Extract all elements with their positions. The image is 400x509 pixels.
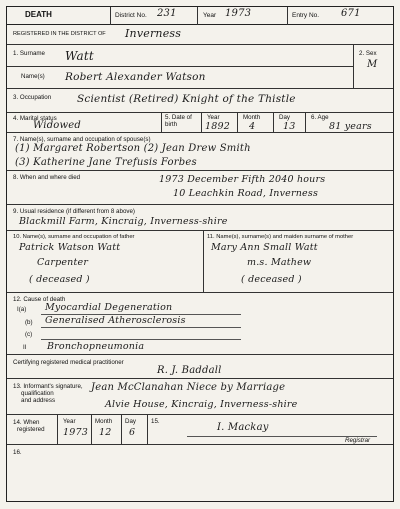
reg-year-value: 1973 <box>63 427 88 438</box>
residence-label: 9. Usual residence (if different from 8 above) <box>13 208 135 215</box>
surname-value: Watt <box>65 49 94 63</box>
year-value: 1973 <box>225 8 252 19</box>
divider <box>121 415 122 445</box>
marital-value: Widowed <box>33 120 82 131</box>
informant-label-3: and address <box>21 397 56 404</box>
divider <box>197 7 198 25</box>
names-value: Robert Alexander Watson <box>65 71 206 83</box>
district-row <box>7 25 393 45</box>
registrar-label: Registrar <box>345 437 371 444</box>
year-label: Year <box>203 12 217 19</box>
father-label: 10. Name(s), surname and occupation of father <box>13 234 135 240</box>
header-row <box>7 7 393 25</box>
divider <box>201 113 202 133</box>
certifier-label: Certifying registered medical practitioner <box>13 359 124 366</box>
form-title: DEATH <box>25 10 52 19</box>
reg-day-label: Day <box>125 418 137 425</box>
cause-b-underline <box>41 327 241 328</box>
reg-month-value: 12 <box>99 427 112 438</box>
cause-i-label: I(a) <box>17 306 27 313</box>
certifier-row <box>7 355 393 379</box>
dob-month-value: 4 <box>249 121 256 132</box>
sex-value: M <box>367 59 378 70</box>
spouse-label: 7. Name(s), surname and occupation of spouse(s) <box>13 136 151 143</box>
occupation-label: 3. Occupation <box>13 94 52 101</box>
age-value: 81 years <box>329 121 372 132</box>
mother-line-1: Mary Ann Small Watt <box>211 242 318 253</box>
divider <box>305 113 306 133</box>
f15-label: 15. <box>151 418 160 425</box>
when-registered-label-1: 14. When <box>13 419 40 426</box>
certifier-value: R. J. Baddall <box>157 365 222 376</box>
reg-year-label: Year <box>63 418 76 425</box>
sex-label: 2. Sex <box>359 50 377 57</box>
occupation-value: Scientist (Retired) Knight of the Thistle <box>77 93 296 105</box>
death-when-label: 8. When and where died <box>13 174 81 181</box>
parents-row <box>7 231 393 293</box>
divider <box>161 113 162 133</box>
cause-a-value: Myocardial Degeneration <box>45 302 173 313</box>
f16-area <box>7 445 393 501</box>
dob-day-label: Day <box>279 114 291 121</box>
f16-label: 16. <box>13 449 22 456</box>
marital-row <box>7 113 393 133</box>
spouse-line-2: (3) Katherine Jane Trefusis Forbes <box>15 157 197 168</box>
reg-day-value: 6 <box>129 427 136 438</box>
divider <box>91 415 92 445</box>
father-line-3: ( deceased ) <box>29 274 90 285</box>
divider <box>110 7 111 25</box>
district-value: 231 <box>157 8 177 19</box>
surname-row <box>7 45 393 89</box>
informant-line-2: Alvie House, Kincraig, Inverness-shire <box>105 399 298 410</box>
father-line-1: Patrick Watson Watt <box>19 242 121 253</box>
cause-ii-value: Bronchopneumonia <box>47 341 145 352</box>
divider <box>287 7 288 25</box>
cause-b-value: Generalised Atherosclerosis <box>45 315 186 326</box>
father-line-2: Carpenter <box>37 257 89 268</box>
cause-c-label: (c) <box>25 331 33 338</box>
cause-b-label: (b) <box>25 319 33 326</box>
entry-label: Entry No. <box>292 12 320 19</box>
registrar-signature: I. Mackay <box>217 422 269 433</box>
divider <box>237 113 238 133</box>
cause-c-underline <box>41 339 241 340</box>
dob-label: 5. Date of birth <box>165 114 192 128</box>
death-register-form <box>6 6 394 502</box>
registered-value: Inverness <box>125 27 182 40</box>
age-label: 6. Age <box>311 114 329 121</box>
informant-row <box>7 379 393 415</box>
divider <box>353 45 354 89</box>
death-when-line-2: 10 Leachkin Road, Inverness <box>173 188 319 199</box>
surname-label: 1. Surname <box>13 50 45 57</box>
reg-month-label: Month <box>95 418 113 425</box>
divider <box>203 231 204 293</box>
mother-line-3: ( deceased ) <box>241 274 302 285</box>
mother-line-2: m.s. Mathew <box>247 257 312 268</box>
registered-date-row <box>7 415 393 445</box>
mother-label: 11. Name(s), surname(s) and maiden surname of mother <box>207 234 354 240</box>
death-when-line-1: 1973 December Fifth 2040 hours <box>159 174 326 185</box>
marital-label: 4. Marital status <box>13 115 57 122</box>
names-label: Name(s) <box>21 73 45 80</box>
divider <box>147 415 148 445</box>
registered-label: REGISTERED IN THE DISTRICT OF <box>13 31 106 37</box>
residence-row <box>7 205 393 231</box>
cause-row <box>7 293 393 355</box>
dob-year-value: 1892 <box>205 121 230 132</box>
dob-year-label: Year <box>207 114 220 121</box>
residence-value: Blackmill Farm, Kincraig, Inverness-shire <box>19 216 228 227</box>
cause-label: 12. Cause of death <box>13 296 66 303</box>
informant-label-2: qualification <box>21 390 54 397</box>
divider <box>273 113 274 133</box>
district-label: District No. <box>115 12 147 19</box>
informant-line-1: Jean McClanahan Niece by Marriage <box>91 382 286 393</box>
entry-value: 671 <box>341 8 361 19</box>
occupation-row <box>7 89 393 113</box>
death-place-row <box>7 171 393 205</box>
informant-label-1: 13. Informant's signature, <box>13 383 83 390</box>
divider <box>57 415 58 445</box>
when-registered-label-2: registered <box>17 426 45 433</box>
dob-month-label: Month <box>243 114 261 121</box>
divider <box>7 66 353 67</box>
spouse-row <box>7 133 393 171</box>
spouse-line-1: (1) Margaret Robertson (2) Jean Drew Smith <box>15 143 251 154</box>
cause-ii-label: II <box>23 344 27 351</box>
dob-day-value: 13 <box>283 121 296 132</box>
